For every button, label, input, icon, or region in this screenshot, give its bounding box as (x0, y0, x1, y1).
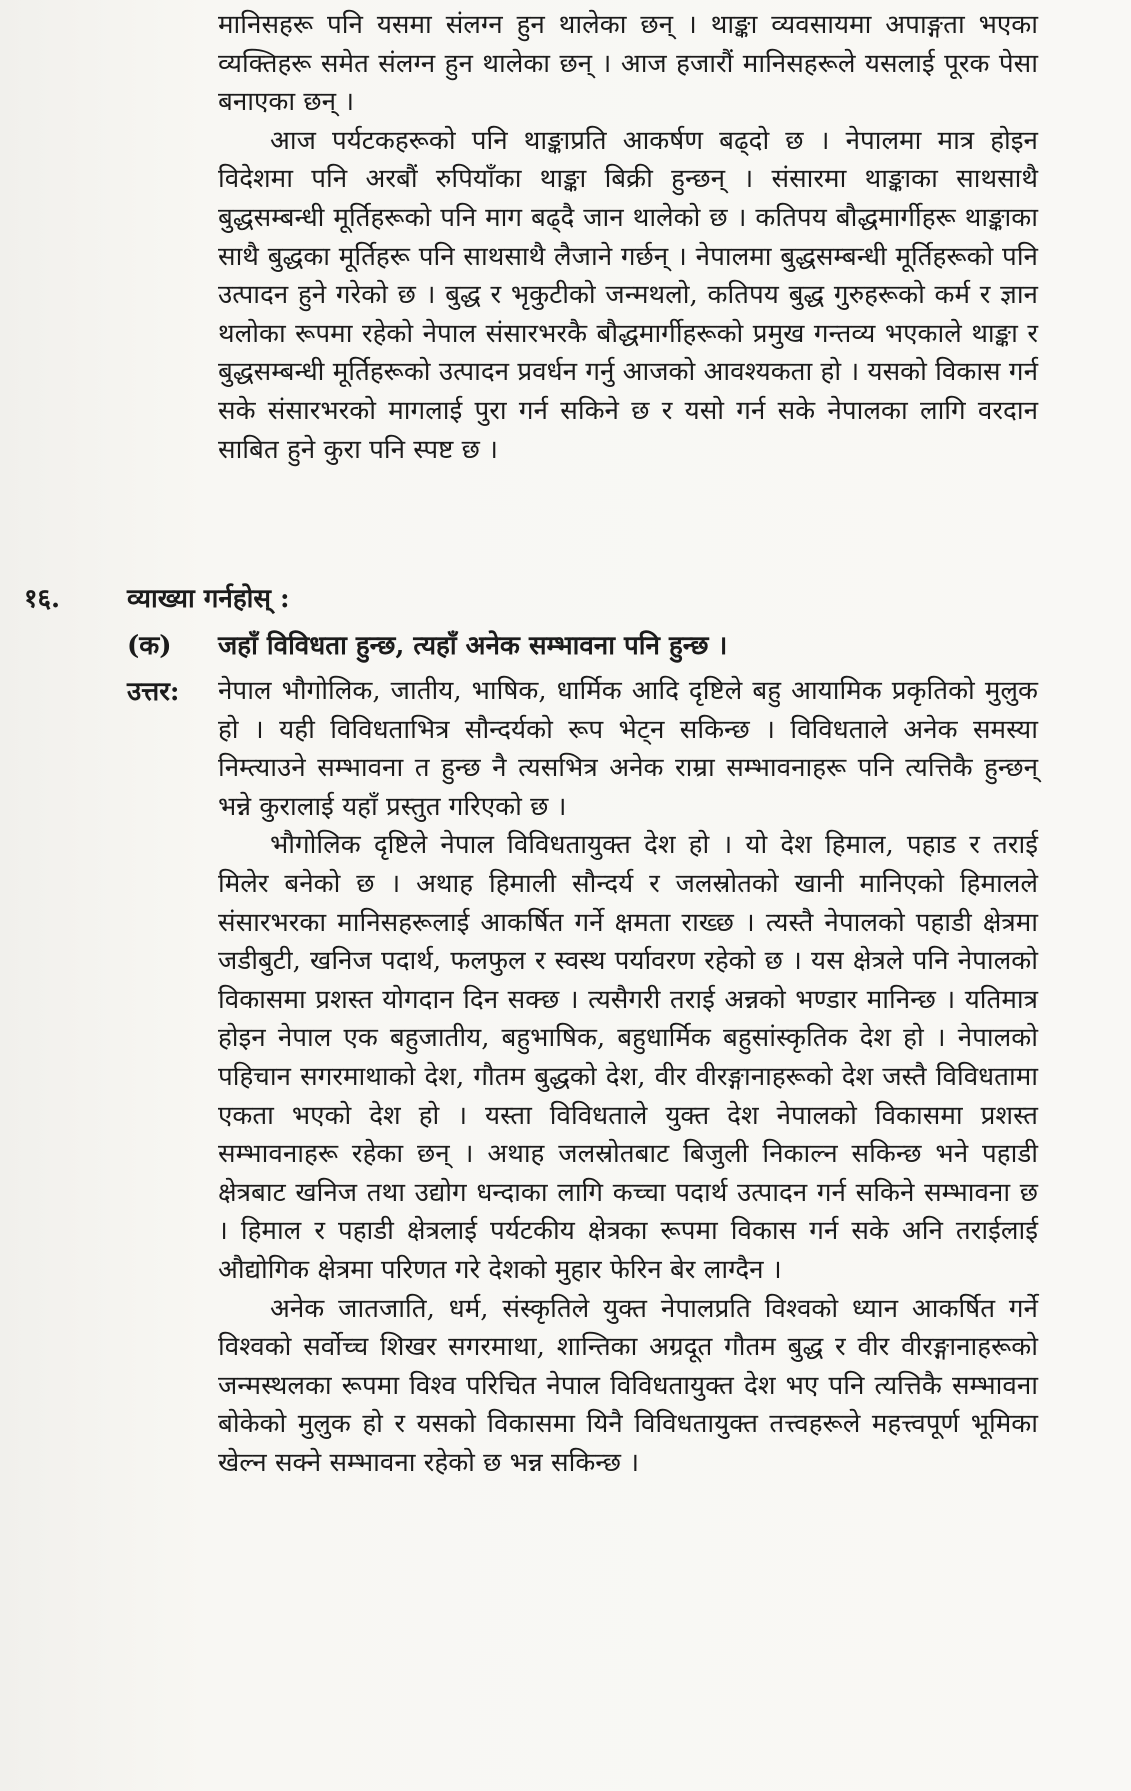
answer-paragraph-geography: भौगोलिक दृष्टिले नेपाल विविधतायुक्त देश हो । यो देश हिमाल, पहाड र तराई मिलेर बनेको छ । अथाह हिमाली सौन्दर्य र जलस्रोतको खानी मानिएको हिमालले संसारभरका मानिसहरूलाई आकर्षित गर्ने क्षमता राख्छ । त्यस्तै नेपालको पहाडी क्षेत्रमा जडीबुटी, खनिज पदार्थ, फलफुल र स्वस्थ पर्यावरण रहेको छ । यस क्षेत्रले पनि नेपालको विकासमा प्रशस्त योगदान दिन सक्छ । त्यसैगरी तराई अन्नको भण्डार मानिन्छ । यतिमात्र होइन नेपाल एक बहुजातीय, बहुभाषिक, बहुधार्मिक बहुसांस्कृतिक देश हो । नेपालको पहिचान सगरमाथाको देश, गौतम बुद्धको देश, वीर वीरङ्गानाहरूको देश जस्तै विविधतामा एकता भएको देश हो । यस्ता विविधताले युक्त देश नेपालको विकासमा प्रशस्त सम्भावनाहरू रहेका छन् । अथाह जलस्रोतबाट बिजुली निकाल्न सकिन्छ भने पहाडी क्षेत्रबाट खनिज तथा उद्योग धन्दाका लागि कच्चा पदार्थ उत्पादन गर्न सकिने सम्भावना छ । हिमाल र पहाडी क्षेत्रलाई पर्यटकीय क्षेत्रका रूपमा विकास गर्न सके अनि तराईलाई औद्योगिक क्षेत्रमा परिणत गरे देशको मुहार फेरिन बेर लाग्दैन । (218, 830, 1038, 1285)
question-title: व्याख्या गर्नहोस् : (127, 584, 290, 614)
answer-label: उत्तर: (127, 677, 180, 707)
paragraph-continuation: मानिसहरू पनि यसमा संलग्न हुन थालेका छन् । थाङ्का व्यवसायमा अपाङ्गता भएका व्यक्तिहरू समेत संलग्न हुन थालेका छन् । आज हजारौं मानिसहरूले यसलाई पूरक पेसा बनाएका छन् । (218, 10, 1038, 118)
continued-passage (218, 6, 1038, 469)
answer-paragraph-conclusion: अनेक जातजाति, धर्म, संस्कृतिले युक्त नेपालप्रति विश्वको ध्यान आकर्षित गर्ने विश्वको सर्वोच्च शिखर सगरमाथा, शान्तिका अग्रदूत गौतम बुद्ध र वीर वीरङ्गानाहरूको जन्मस्थलका रूपमा विश्व परिचित नेपाल विविधतायुक्त देश भए पनि त्यत्तिकै सम्भावना बोकेको मुलुक हो र यसको विकासमा यिनै विविधतायुक्त तत्त्वहरूले महत्त्वपूर्ण भूमिका खेल्न सक्ने सम्भावना रहेको छ भन्न सकिन्छ । (218, 1293, 1038, 1478)
question-number: १६. (24, 584, 61, 614)
answer-passage (218, 672, 1038, 1482)
paragraph-thangka-tourism: आज पर्यटकहरूको पनि थाङ्काप्रति आकर्षण बढ्दो छ । नेपालमा मात्र होइन विदेशमा पनि अरबौं रुपियाँका थाङ्का बिक्री हुन्छन् । संसारमा थाङ्काका साथसाथै बुद्धसम्बन्धी मूर्तिहरूको पनि माग बढ्दै जान थालेको छ । कतिपय बौद्धमार्गीहरू थाङ्काका साथै बुद्धका मूर्तिहरू पनि साथसाथै लैजाने गर्छन् । नेपालमा बुद्धसम्बन्धी मूर्तिहरूको पनि उत्पादन हुने गरेको छ । बुद्ध र भृकुटीको जन्मथलो, कतिपय बुद्ध गुरुहरूको कर्म र ज्ञान थलोका रूपमा रहेको नेपाल संसारभरकै बौद्धमार्गीहरूको प्रमुख गन्तव्य भएकाले थाङ्का र बुद्धसम्बन्धी मूर्तिहरूको उत्पादन प्रवर्धन गर्नु आजको आवश्यकता हो । यसको विकास गर्न सके संसारभरको मागलाई पुरा गर्न सकिने छ र यसो गर्न सके नेपालका लागि वरदान साबित हुने कुरा पनि स्पष्ट छ । (218, 125, 1038, 465)
answer-paragraph-intro: नेपाल भौगोलिक, जातीय, भाषिक, धार्मिक आदि दृष्टिले बहु आयामिक प्रकृतिको मुलुक हो । यही विविधताभित्र सौन्दर्यको रूप भेट्न सकिन्छ । विविधताले अनेक समस्या निम्त्याउने सम्भावना त हुन्छ नै त्यसभित्र अनेक राम्रा सम्भावनाहरू पनि त्यत्तिकै हुन्छन् भन्ने कुरालाई यहाँ प्रस्तुत गरिएको छ । (218, 676, 1038, 822)
sub-question-label: (क) (127, 631, 172, 661)
sub-question-heading: जहाँ विविधता हुन्छ, त्यहाँ अनेक सम्भावना पनि हुन्छ । (218, 631, 728, 661)
